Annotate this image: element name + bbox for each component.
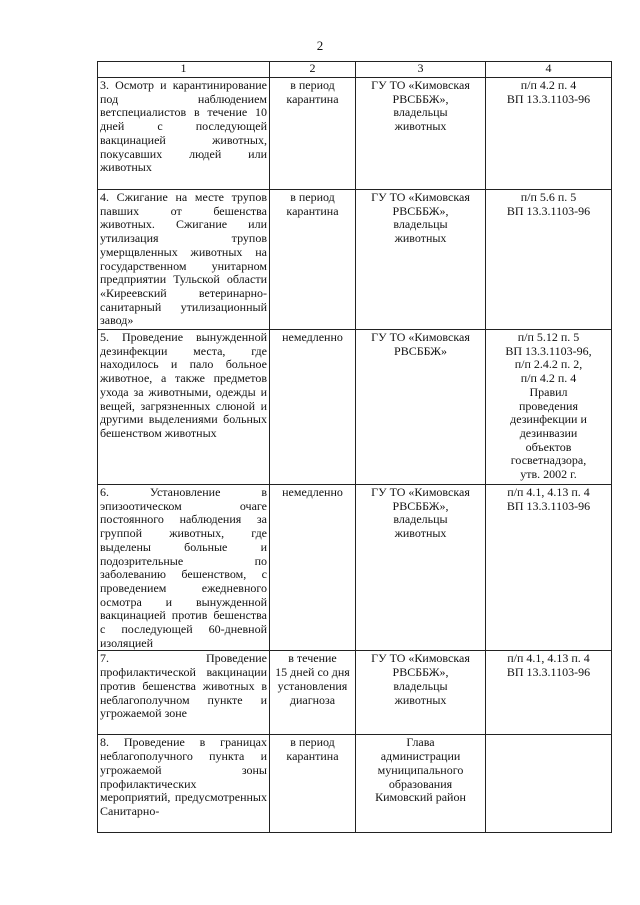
measure-cell: 8. Проведение в границах неблагополучного пункта и угрожаемой зоны профилактических мероприятий, предусмотренных Санитарно- xyxy=(98,735,270,833)
measure-cell: 5. Проведение вынужденной дезинфекции места, где находилось и пало больное животное, а также предметов ухода за животными, одежды и вещей, загрязненных слюной и другими выделениями больных бешенством животных xyxy=(98,330,270,485)
table-row xyxy=(98,330,612,485)
term-cell: в период карантина xyxy=(270,190,356,330)
measures-table xyxy=(97,61,612,833)
table-row xyxy=(98,651,612,735)
table-header-row xyxy=(98,62,612,78)
responsible-cell: ГУ ТО «Кимовская РВСББЖ», владельцы животных xyxy=(356,190,486,330)
term-cell: в период карантина xyxy=(270,735,356,833)
basis-cell: п/п 4.2 п. 4 ВП 13.3.1103-96 xyxy=(486,78,612,190)
basis-cell: п/п 4.1, 4.13 п. 4 ВП 13.3.1103-96 xyxy=(486,485,612,651)
table-row xyxy=(98,485,612,651)
table-row xyxy=(98,735,612,833)
measure-cell: 4. Сжигание на месте трупов павших от бешенства животных. Сжигание или утилизация трупов умерщвленных животных на государственном унитарном предприятии Тульской области «Киреевский ветеринарно-санитарный утилизационный завод» xyxy=(98,190,270,330)
term-cell: в период карантина xyxy=(270,78,356,190)
basis-cell xyxy=(486,735,612,833)
table-row xyxy=(98,190,612,330)
column-header-1: 1 xyxy=(98,62,270,78)
column-header-2: 2 xyxy=(270,62,356,78)
basis-cell: п/п 5.6 п. 5 ВП 13.3.1103-96 xyxy=(486,190,612,330)
column-header-3: 3 xyxy=(356,62,486,78)
term-cell: немедленно xyxy=(270,485,356,651)
basis-cell: п/п 5.12 п. 5 ВП 13.3.1103-96, п/п 2.4.2 п. 2, п/п 4.2 п. 4 Правил проведения дезинфекции и дезинвазии объектов госветнадзора, утв. 2002 г. xyxy=(486,330,612,485)
responsible-cell: ГУ ТО «Кимовская РВСББЖ», владельцы животных xyxy=(356,485,486,651)
measure-cell: 7. Проведение профилактической вакцинации против бешенства животных в неблагополучном пункте и угрожаемой зоне xyxy=(98,651,270,735)
term-cell: в течение 15 дней со дня установления диагноза xyxy=(270,651,356,735)
responsible-cell: ГУ ТО «Кимовская РВСББЖ», владельцы животных xyxy=(356,651,486,735)
term-cell: немедленно xyxy=(270,330,356,485)
page-number: 2 xyxy=(316,38,324,53)
responsible-cell: Глава администрации муниципального образования Кимовский район xyxy=(356,735,486,833)
responsible-cell: ГУ ТО «Кимовская РВСББЖ» xyxy=(356,330,486,485)
table-row xyxy=(98,78,612,190)
responsible-cell: ГУ ТО «Кимовская РВСББЖ», владельцы животных xyxy=(356,78,486,190)
basis-cell: п/п 4.1, 4.13 п. 4 ВП 13.3.1103-96 xyxy=(486,651,612,735)
measure-cell: 6. Установление в эпизоотическом очаге постоянного наблюдения за группой животных, где выделены больные и подозрительные по заболеванию бешенством, с проведением ежедневного осмотра и вынужденной вакцинацией против бешенства с последующей 60-дневной изоляцией xyxy=(98,485,270,651)
column-header-4: 4 xyxy=(486,62,612,78)
measure-cell: 3. Осмотр и карантинирование под наблюдением ветспециалистов в течение 10 дней с последующей вакцинацией животных, покусавших людей или животных xyxy=(98,78,270,190)
